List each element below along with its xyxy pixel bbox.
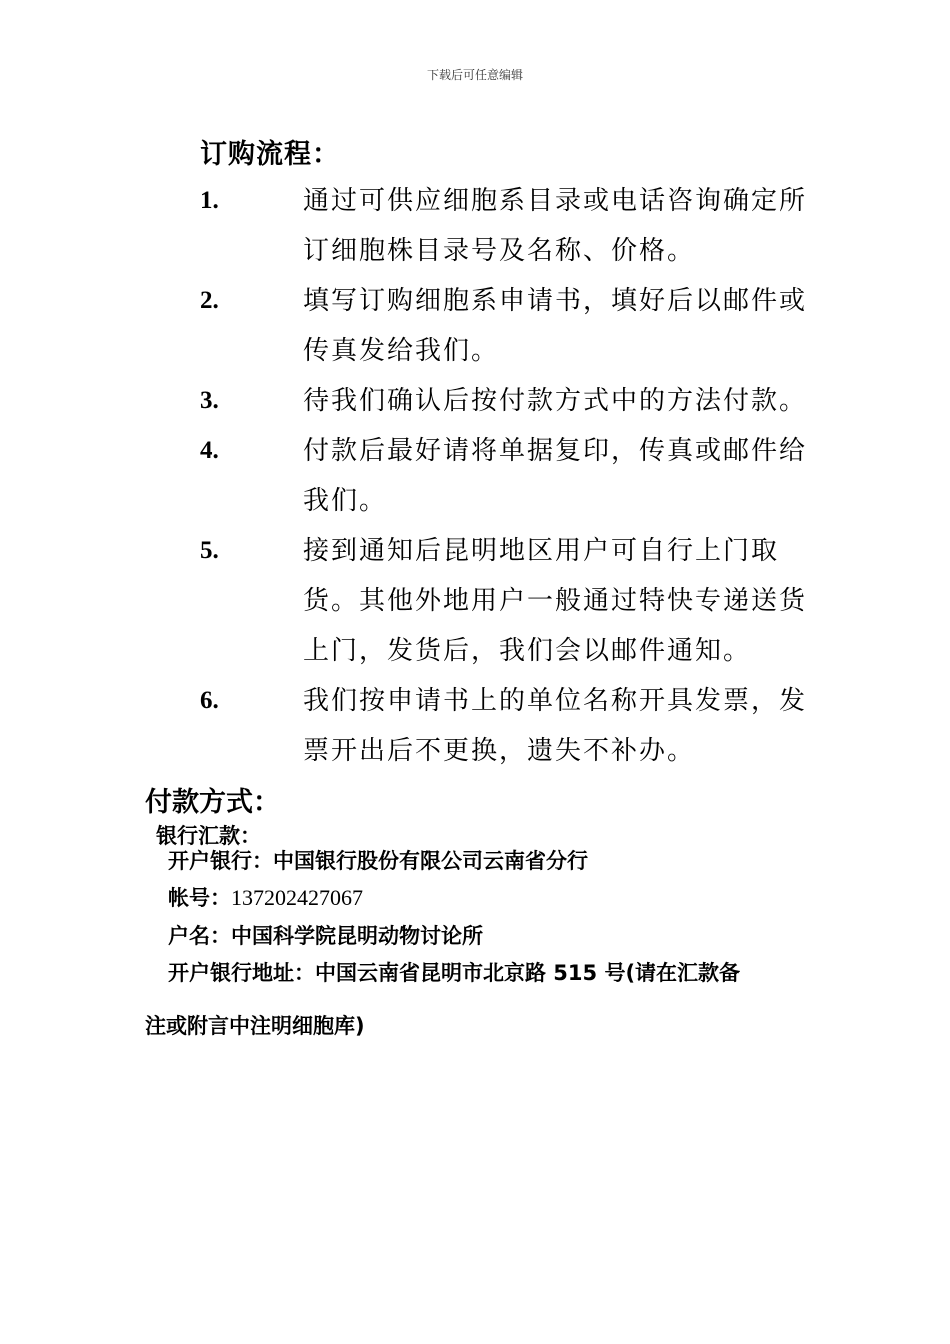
bank-name-line: 开户银行：中国银行股份有限公司云南省分行: [168, 849, 588, 873]
account-number-line: [168, 882, 363, 912]
step-number: 6.: [200, 687, 219, 714]
order-steps-list: [200, 176, 820, 776]
step-number: 3.: [200, 387, 219, 414]
order-step: [200, 526, 820, 676]
bank-transfer-label: 银行汇款：: [156, 824, 261, 848]
step-text: 待我们确认后按付款方式中的方法付款。: [303, 386, 808, 416]
order-process-title: 订购流程：: [200, 139, 340, 170]
step-text: 填写订购细胞系申请书，填好后以邮件或传真发给我们。: [303, 286, 808, 366]
step-number: 1.: [200, 187, 219, 214]
payment-method-title: 付款方式：: [145, 787, 280, 818]
order-step: [200, 276, 820, 376]
step-text: 接到通知后昆明地区用户可自行上门取货。其他外地用户一般通过特快专递送货上门，发货后，我们会以邮件通知。: [303, 536, 808, 666]
order-step: [200, 176, 820, 276]
order-step: [200, 376, 820, 426]
account-label: 帐号：: [168, 886, 231, 910]
header-note: 下载后可任意编辑: [426, 68, 523, 82]
bank-address-line: 开户银行地址：中国云南省昆明市北京路 515 号(请在汇款备: [168, 961, 741, 985]
step-number: 5.: [200, 537, 219, 564]
order-step: [200, 676, 820, 776]
step-number: 4.: [200, 437, 219, 464]
step-text: 付款后最好请将单据复印，传真或邮件给我们。: [303, 436, 808, 516]
account-holder-line: 户名：中国科学院昆明动物讨论所: [168, 924, 483, 948]
step-text: 通过可供应细胞系目录或电话咨询确定所订细胞株目录号及名称、价格。: [303, 186, 808, 266]
order-step: [200, 426, 820, 526]
bank-address-continuation: 注或附言中注明细胞库): [145, 1014, 365, 1038]
account-number: 137202427067: [231, 885, 363, 910]
step-number: 2.: [200, 287, 219, 314]
step-text: 我们按申请书上的单位名称开具发票，发票开出后不更换，遗失不补办。: [303, 686, 808, 766]
